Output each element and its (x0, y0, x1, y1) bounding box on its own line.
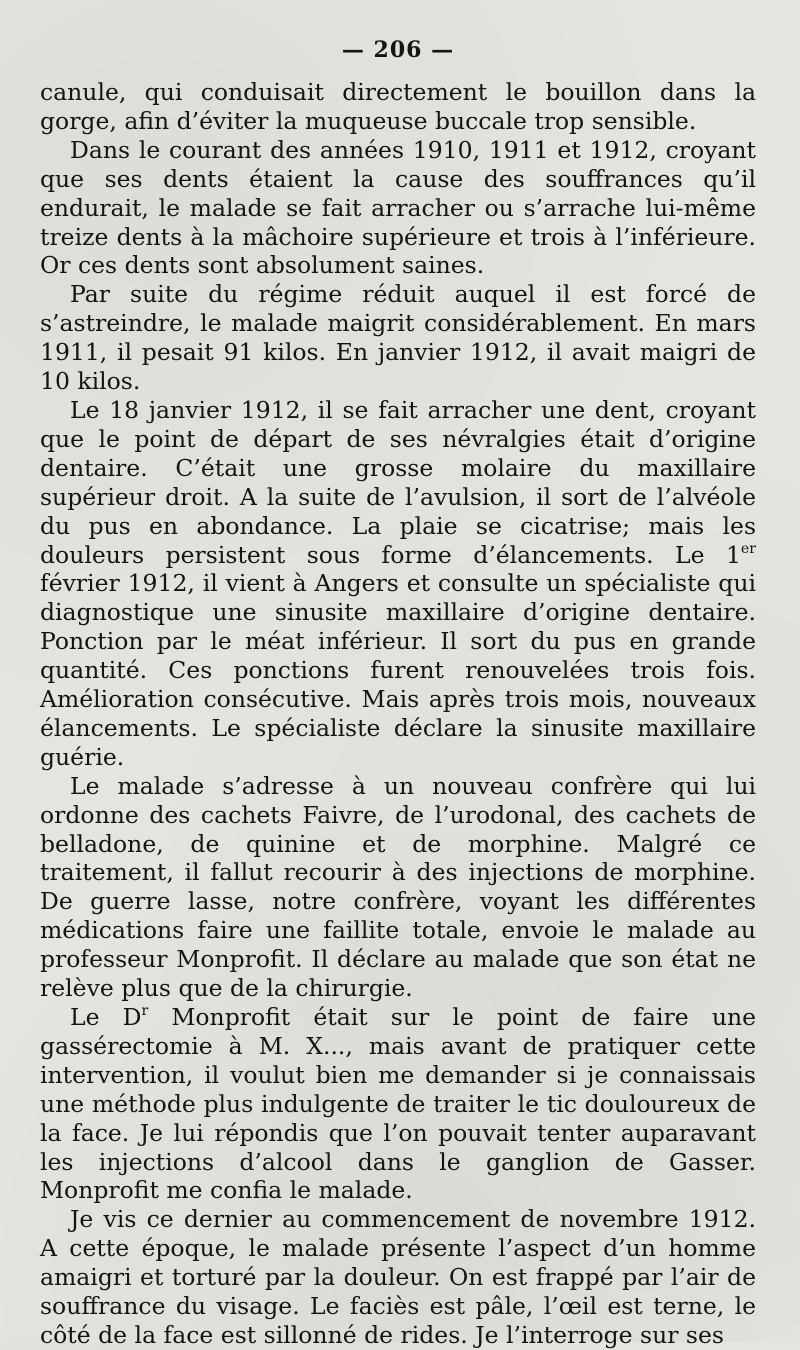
paragraph (40, 396, 756, 772)
book-page (40, 30, 756, 1350)
paragraph (40, 280, 756, 396)
paragraph (40, 1205, 756, 1350)
page-number: — 206 — (341, 37, 455, 63)
paragraph-text: Par suite du régime réduit auquel il est forcé de s’astreindre, le malade maigrit considérablement. En mars 1911, il pesait 91 kilos. En janvier 1912, il avait maigri de 10 kilos. (40, 280, 756, 396)
paragraph-text: Le D (70, 1003, 142, 1031)
paragraph (40, 772, 756, 1003)
superscript: er (740, 540, 756, 557)
paragraph-text: canule, qui conduisait directement le bouillon dans la gorge, afin d’éviter la muqueuse buccale trop sensible. (40, 78, 756, 135)
paragraph-text: février 1912, il vient à Angers et consulte un spécialiste qui diagnostique une sinusite maxillaire d’origine dentaire. Ponction par le méat inférieur. Il sort du pus en grande quantité. Ces ponctions furent renouvelées trois fois. Amélioration consécutive. Mais après trois mois, nouveaux élancements. Le spécialiste déclare la sinusite maxillaire guérie. (40, 569, 756, 771)
paragraph-text: Le 18 janvier 1912, il se fait arracher une dent, croyant que le point de départ de ses névralgies était d’origine dentaire. C’était une grosse molaire du maxillaire supérieur droit. A la suite de l’avulsion, il sort de l’alvéole du pus en abondance. La plaie se cicatrise; mais les douleurs persistent sous forme d’élancements. Le 1 (40, 395, 756, 569)
paragraph (40, 78, 756, 136)
paragraph-text: Monprofit était sur le point de faire une gassérectomie à M. X..., mais avant de pratiquer cette intervention, il voulut bien me demander si je connaissais une méthode plus indulgente de traiter le tic douloureux de la face. Je lui répondis que l’on pouvait tenter auparavant les injections d’alcool dans le ganglion de Gasser. Monprofit me confia le malade. (40, 1003, 757, 1205)
superscript: r (141, 1003, 149, 1020)
paragraph-text: Dans le courant des années 1910, 1911 et 1912, croyant que ses dents étaient la cause des souffrances qu’il endurait, le malade se fait arracher ou s’arrache lui-même treize dents à la mâchoire supérieure et trois à l’inférieure. Or ces dents sont absolument saines. (40, 135, 756, 280)
paragraph (40, 136, 756, 281)
body-text (40, 78, 756, 1350)
paragraph-text: Le malade s’adresse à un nouveau confrère qui lui ordonne des cachets Faivre, de l’urodonal, des cachets de belladone, de quinine et de morphine. Malgré ce traitement, il fallut recourir à des injections de morphine. De guerre lasse, notre confrère, voyant les différentes médications faire une faillite totale, envoie le malade au professeur Monprofit. Il déclare au malade que son état ne relève plus que de la chirurgie. (40, 771, 756, 1003)
paragraph-text: Je vis ce dernier au commencement de novembre 1912. A cette époque, le malade présente l’aspect d’un homme amaigri et torturé par la douleur. On est frappé par l’air de souffrance du visage. Le faciès est pâle, l’œil est terne, le côté de la face est sillonné de rides. Je l’interroge sur ses (40, 1205, 756, 1349)
paragraph (40, 1003, 756, 1205)
